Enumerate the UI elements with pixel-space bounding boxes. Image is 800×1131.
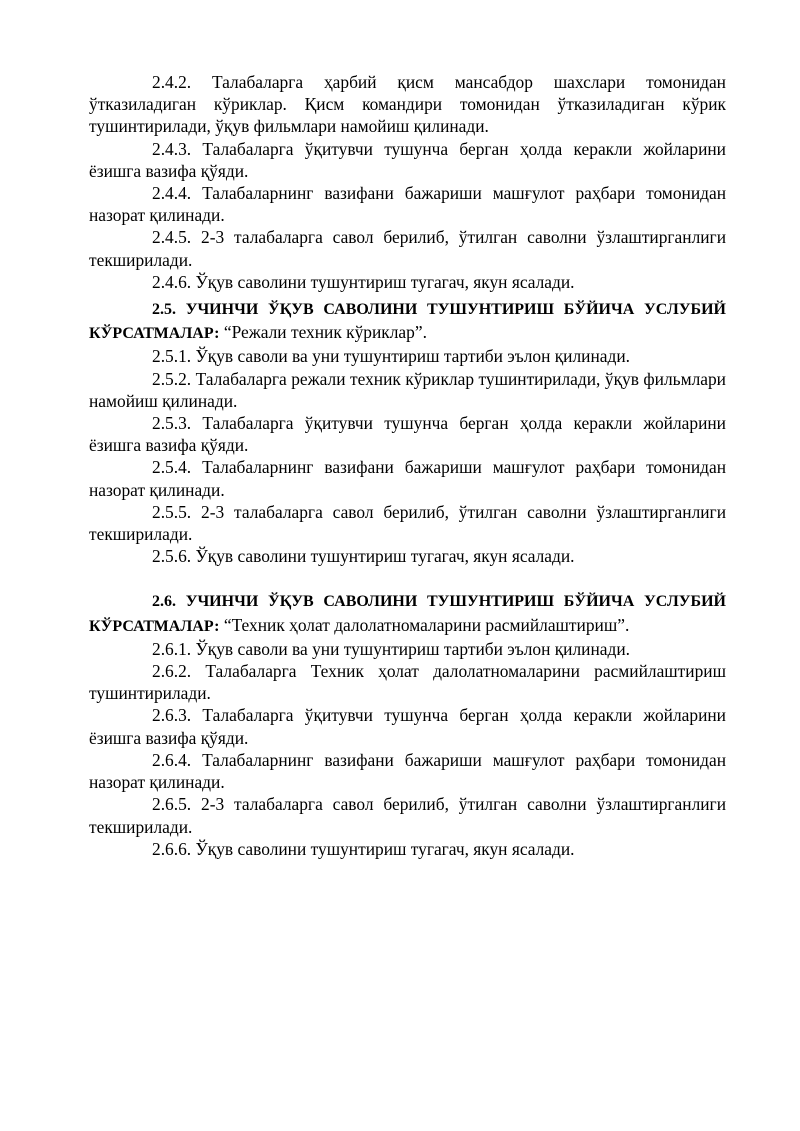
paragraph-2-6-6: 2.6.6. Ўқув саволини тушунтириш тугагач, якун ясалади. <box>152 838 575 859</box>
section-heading-2-6-title: 2.6. УЧИНЧИ ЎҚУВ САВОЛИНИ ТУШУНТИРИШ БЎЙИЧА УСЛУБИЙ КЎРСАТМАЛАР: <box>89 593 726 635</box>
paragraph-2-6-1: 2.6.1. Ўқув саволи ва уни тушунтириш тартиби эълон қилинади. <box>152 638 631 659</box>
paragraph-2-6-5: 2.6.5. 2-3 талабаларга савол берилиб, ўтилган саволни ўзлаштирганлиги текширилади. <box>89 794 726 837</box>
paragraph-2-6-2: 2.6.2. Талабаларга Техник ҳолат далолатномаларини расмийлаштириш тушинтирилади. <box>89 661 726 704</box>
paragraph-2-5-2: 2.5.2. Талабаларга режали техник кўриклар тушинтирилади, ўқув фильмлари намойиш қилинади. <box>89 368 726 411</box>
paragraph-2-5-3: 2.5.3. Талабаларга ўқитувчи тушунча берган ҳолда керакли жойларини ёзишга вазифа қўяди. <box>89 413 726 456</box>
paragraph-2-4-4: 2.4.4. Талабаларнинг вазифани бажариши машғулот раҳбари томонидан назорат қилинади. <box>89 183 726 226</box>
paragraph-2-5-1: 2.5.1. Ўқув саволи ва уни тушунтириш тартиби эълон қилинади. <box>152 346 631 367</box>
document-page <box>89 71 726 860</box>
paragraph-2-6-3: 2.6.3. Талабаларга ўқитувчи тушунча берган ҳолда керакли жойларини ёзишга вазифа қўяди. <box>89 705 726 748</box>
paragraph-2-5-5: 2.5.5. 2-3 талабаларга савол берилиб, ўтилган саволни ўзлаштирганлиги текширилади. <box>89 501 726 545</box>
section-heading-2-6-topic: “Техник ҳолат далолатномаларини расмийлаштириш”. <box>219 614 630 635</box>
section-heading-2-6 <box>89 589 726 637</box>
paragraph-2-5-6: 2.5.6. Ўқув саволини тушунтириш тугагач, якун ясалади. <box>152 546 575 567</box>
paragraph-2-4-5: 2.4.5. 2-3 талабаларга савол берилиб, ўтилган саволни ўзлаштирганлиги текширилади. <box>89 227 726 270</box>
section-heading-2-5-topic: “Режали техник кўриклар”. <box>219 322 427 343</box>
paragraph-2-6-4: 2.6.4. Талабаларнинг вазифани бажариши машғулот раҳбари томонидан назорат қилинади. <box>89 749 726 793</box>
section-heading-2-5-title: 2.5. УЧИНЧИ ЎҚУВ САВОЛИНИ ТУШУНТИРИШ БЎЙИЧА УСЛУБИЙ КЎРСАТМАЛАР: <box>89 301 726 343</box>
paragraph-2-5-4: 2.5.4. Талабаларнинг вазифани бажариши машғулот раҳбари томонидан назорат қилинади. <box>89 457 726 500</box>
paragraph-2-4-3: 2.4.3. Талабаларга ўқитувчи тушунча берган ҳолда керакли жойларини ёзишга вазифа қўяди. <box>89 138 726 181</box>
paragraph-2-4-6: 2.4.6. Ўқув саволини тушунтириш тугагач, якун ясалади. <box>152 271 575 292</box>
section-spacer <box>89 567 726 589</box>
paragraph-2-4-2: 2.4.2. Талабаларга ҳарбий қисм мансабдор шахслари томонидан ўтказиладиган кўриклар. Қисм командири томонидан ўтказиладиган кўрик тушинтирилади, ўқув фильмлари намойиш қилинади. <box>89 72 726 137</box>
section-heading-2-5 <box>89 297 726 345</box>
